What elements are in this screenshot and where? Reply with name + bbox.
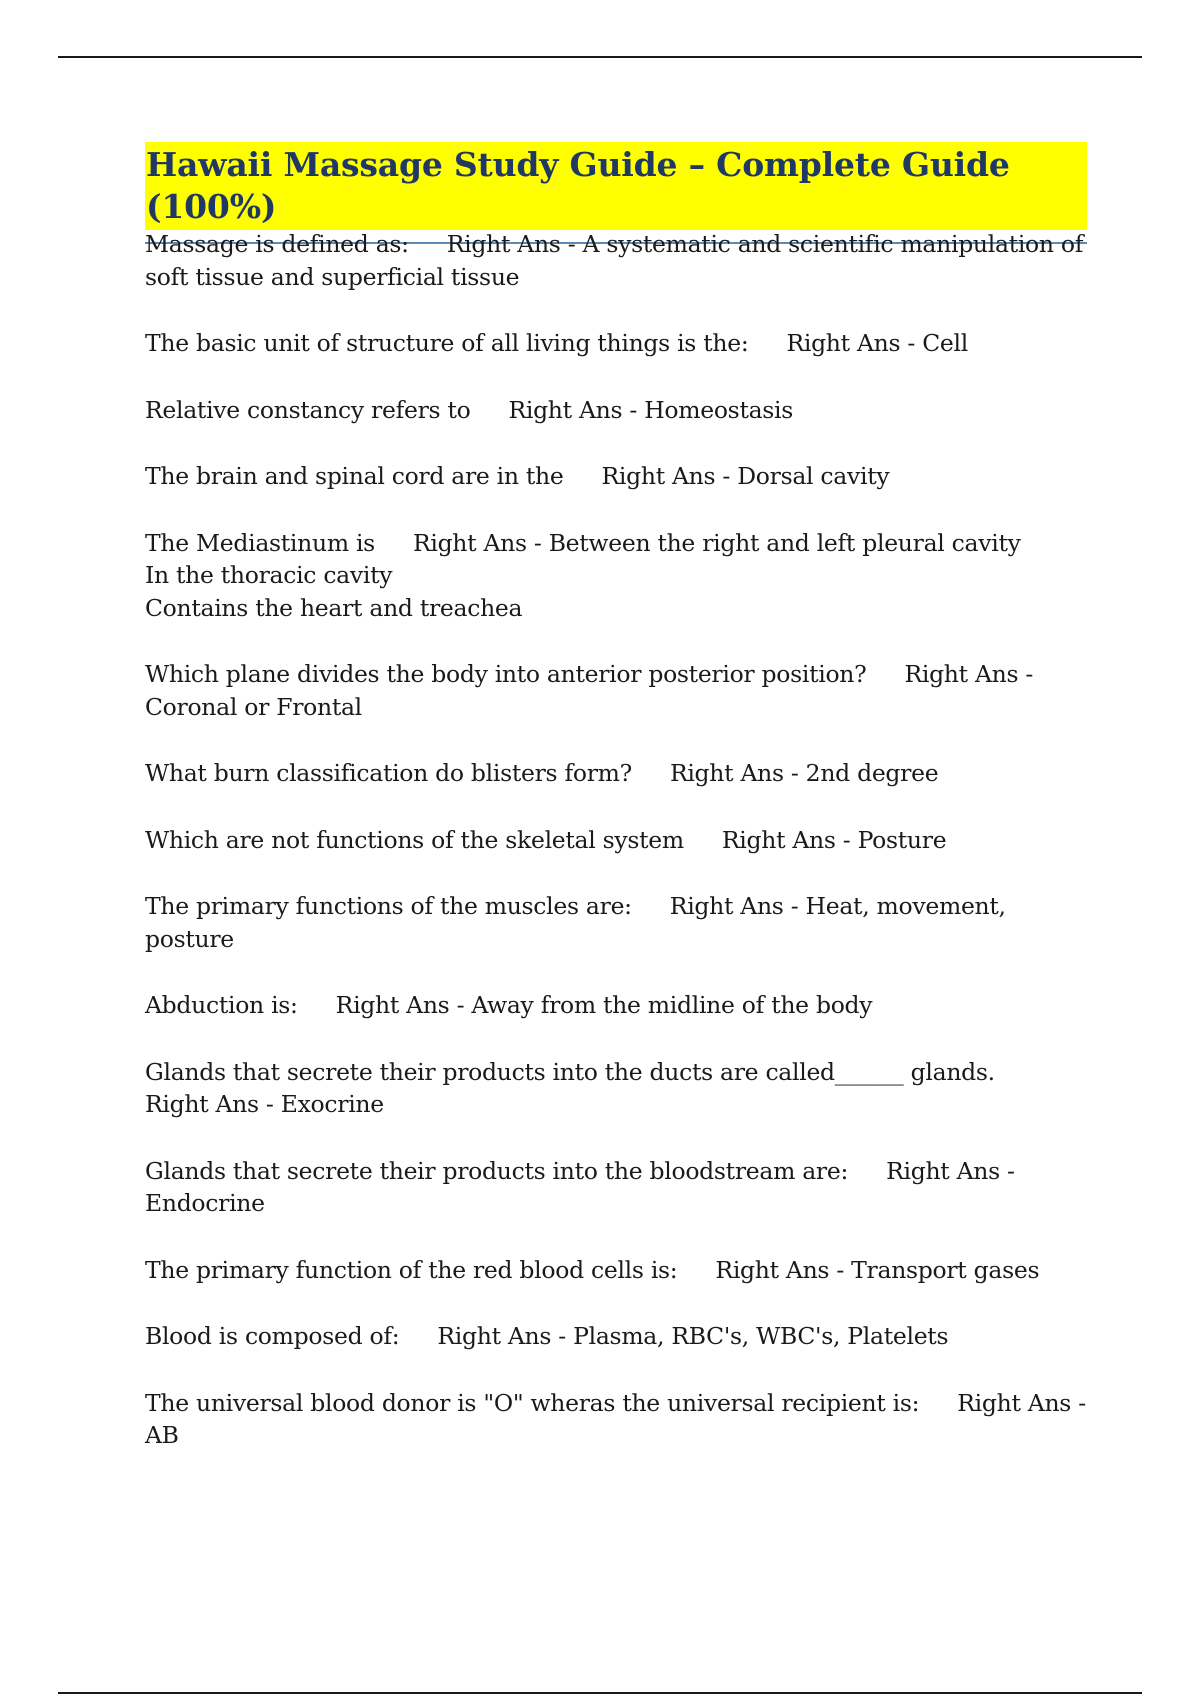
question-text: The primary function of the red blood cells is:	[145, 1255, 678, 1284]
answer-text: Right Ans - Between the right and left pleural cavity	[412, 528, 1021, 557]
qa-item	[145, 1056, 1095, 1121]
qa-item	[145, 460, 1095, 493]
question-text: Which are not functions of the skeletal system	[145, 825, 684, 854]
answer-text: Right Ans - Transport gases	[715, 1255, 1040, 1284]
answer-text: Right Ans - Posture	[721, 825, 947, 854]
answer-text: Right Ans - 2nd degree	[669, 759, 939, 787]
question-text: Blood is composed of:	[145, 1322, 400, 1350]
qa-item	[145, 824, 1095, 857]
question-text: Relative constancy refers to	[145, 395, 471, 424]
qa-item	[145, 394, 1095, 427]
footer-rule	[58, 1692, 1142, 1694]
answer-text: Right Ans - Endocrine	[145, 1156, 1015, 1217]
qa-item	[145, 228, 1095, 293]
qa-item	[145, 757, 1095, 790]
answer-extra-line: In the thoracic cavity	[145, 561, 393, 589]
qa-item	[145, 1155, 1095, 1220]
question-text: The primary functions of the muscles are:	[145, 892, 632, 920]
qa-item	[145, 1320, 1095, 1353]
answer-text: Right Ans - Homeostasis	[508, 395, 794, 424]
question-text: Abduction is:	[145, 991, 298, 1019]
qa-item	[145, 890, 1095, 955]
qa-item	[145, 527, 1095, 625]
question-text: Glands that secrete their products into the bloodstream are:	[145, 1156, 849, 1185]
header-rule	[58, 56, 1142, 58]
qa-item	[145, 1254, 1095, 1287]
answer-text: Right Ans - AB	[145, 1388, 1086, 1449]
qa-item	[145, 989, 1095, 1022]
answer-text: Right Ans - Heat, movement, posture	[145, 892, 1006, 953]
question-text: Which plane divides the body into anterior posterior position?	[145, 660, 867, 688]
answer-extra-line: Contains the heart and treachea	[145, 593, 523, 622]
question-text: The universal blood donor is "O" wheras the universal recipient is:	[145, 1388, 920, 1417]
qa-item	[145, 658, 1095, 723]
question-text: Massage is defined as:	[145, 230, 409, 258]
question-text: Glands that secrete their products into the ducts are called______ glands.	[145, 1057, 995, 1086]
answer-text: Right Ans - Exocrine	[145, 1090, 384, 1118]
answer-text: Right Ans - Cell	[786, 329, 968, 357]
answer-text: Right Ans - A systematic and scientific manipulation of soft tissue and superficial tissue	[145, 230, 1084, 291]
answer-text: Right Ans - Coronal or Frontal	[145, 660, 1034, 721]
question-text: The Mediastinum is	[145, 528, 375, 557]
answer-text: Right Ans - Plasma, RBC's, WBC's, Platelets	[437, 1322, 949, 1350]
answer-text: Right Ans - Away from the midline of the body	[335, 991, 873, 1019]
question-text: What burn classification do blisters form?	[145, 759, 632, 787]
answer-text: Right Ans - Dorsal cavity	[601, 462, 890, 490]
document-title: Hawaii Massage Study Guide – Complete Guide (100%)	[145, 142, 1087, 230]
question-text: The basic unit of structure of all living things is the:	[145, 329, 749, 357]
question-text: The brain and spinal cord are in the	[145, 462, 564, 490]
qa-list	[145, 228, 1095, 1486]
qa-item	[145, 327, 1095, 360]
qa-item	[145, 1387, 1095, 1452]
